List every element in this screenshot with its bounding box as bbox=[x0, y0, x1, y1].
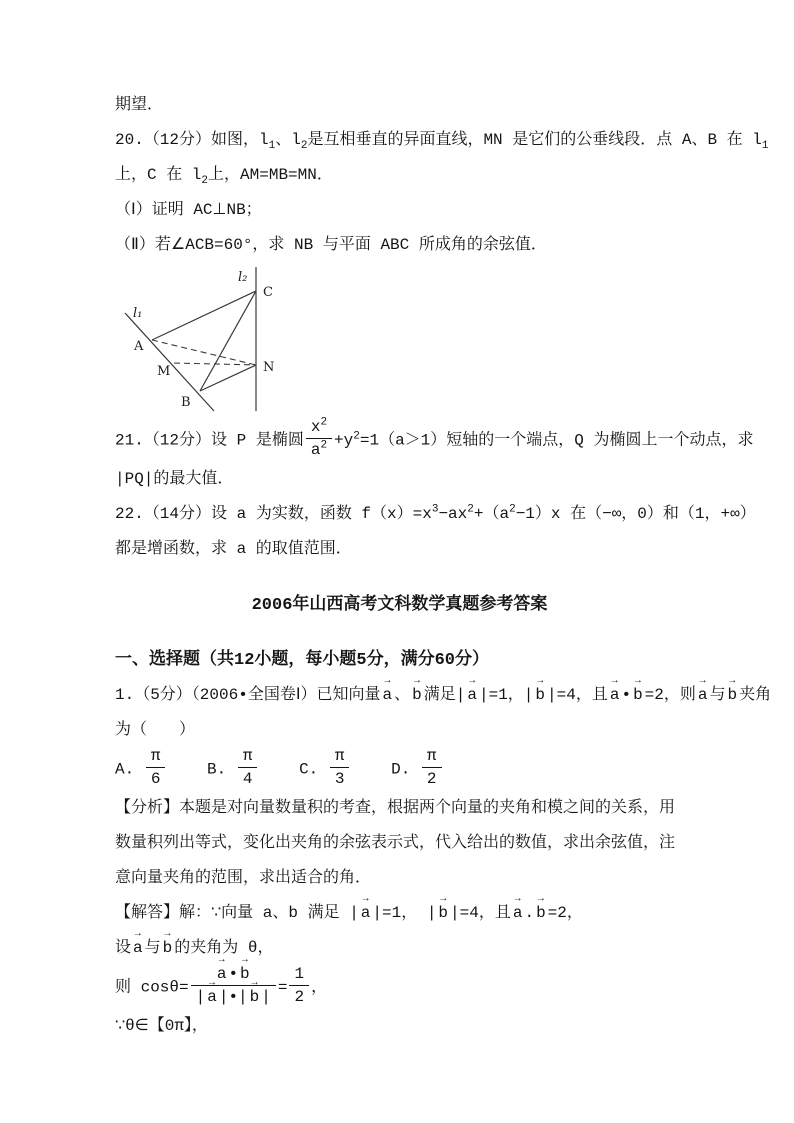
question-20-line2: 上，C 在 $l_2$上，AM=MB=MN． bbox=[115, 166, 333, 188]
diagram-label-M: M bbox=[157, 364, 171, 379]
diagram-label-B: B bbox=[181, 395, 191, 410]
option-D-label: D. bbox=[391, 760, 411, 779]
option-D-fraction: $\frac{\pi}{2}$ bbox=[422, 746, 442, 789]
question-22-line1: 22.（14分）设 a 为实数，函数 $f(x)=x^3-ax^2+(a^2-1)x$ 在（−∞，0）和（1，+∞） bbox=[115, 503, 756, 523]
answers-title: 2006年山西高考文科数学真题参考答案 bbox=[251, 596, 548, 615]
question-1-stem-line1: 1.（5分）（2006•全国卷Ⅰ）已知向量 → a 、 → b 满足| → a |=1，| → b |=4，且 → a • → b =2，则 → a 与 → b 夹角 bbox=[115, 678, 684, 713]
diagram-segment-BN bbox=[200, 365, 256, 391]
option-B-label: B. bbox=[207, 760, 227, 779]
option-B-fraction: $\frac{\pi}{4}$ bbox=[238, 746, 258, 789]
option-A-fraction: $\frac{\pi}{6}$ bbox=[146, 746, 166, 789]
diagram-label-l2: l₂ bbox=[238, 270, 248, 285]
question-20-part-i: （Ⅰ）证明 AC⊥NB； bbox=[115, 201, 262, 219]
question-1-solution-line2: 设 → a 与 → b 的夹角为 θ， bbox=[115, 931, 684, 966]
option-B bbox=[207, 748, 259, 791]
question-1-solution-line4: ∵θ∈【0π】， bbox=[115, 1017, 208, 1035]
question-21-line2: |PQ|的最大值． bbox=[115, 470, 234, 488]
option-A-label: A. bbox=[115, 760, 135, 779]
diagram-label-l1: l₁ bbox=[133, 306, 143, 321]
question-21-line1: 21.（12分）设 P 是椭圆 $\frac{x^2}{a^2}$ $+y^2=1(a>1)$短轴的一个端点，Q 为椭圆上一个动点，求 bbox=[115, 416, 754, 459]
question-1-stem-line2: 为（ ） bbox=[115, 721, 196, 739]
diagram-label-A: A bbox=[134, 339, 144, 354]
diagram-segment-BC bbox=[200, 291, 256, 391]
question-1-solution-line3: 则 cosθ= → $\frac{a • \to b}{| \to a |•| \to b |}$ = $\frac{1}{2}$ ， bbox=[115, 966, 684, 1009]
option-D bbox=[391, 748, 443, 791]
geometry-diagram bbox=[117, 265, 684, 415]
diagram-segment-AN-dashed bbox=[152, 340, 256, 365]
question-19-trailing-text: 期望． bbox=[115, 96, 164, 114]
question-1-options bbox=[115, 748, 684, 791]
option-C-fraction: $\frac{\pi}{3}$ bbox=[330, 746, 350, 789]
question-20-part-ii: （Ⅱ）若∠ACB=60°，求 NB 与平面 ABC 所成角的余弦值． bbox=[115, 236, 547, 254]
diagram-segment-AC bbox=[152, 291, 256, 340]
diagram-label-N: N bbox=[263, 360, 275, 375]
question-20-line1: 20.（12分）如图，$l_1$、$l_2$是互相垂直的异面直线，MN 是它们的公垂线段．点 A、B 在 $l_1$ bbox=[115, 131, 769, 153]
question-1-solution-line1: 【解答】解：∵向量 a、b 满足 | → a |=1， | → b |=4，且 → a . → b =2， bbox=[115, 896, 684, 931]
choice-section-heading: 一、选择题（共12小题，每小题5分，满分60分） bbox=[115, 651, 490, 670]
option-A bbox=[115, 748, 167, 791]
question-22-line2: 都是增函数，求 a 的取值范围． bbox=[115, 540, 352, 558]
diagram-line-l1 bbox=[125, 313, 214, 411]
option-C-label: C. bbox=[299, 760, 319, 779]
question-1-analysis: 【分析】本题是对向量数量积的考查，根据两个向量的夹角和模之间的关系，用数量积列出等式，变化出夹角的余弦表示式，代入给出的数值，求出余弦值，注意向量夹角的范围，求出适合的角． bbox=[115, 799, 676, 887]
option-C bbox=[299, 748, 351, 791]
diagram-label-C: C bbox=[263, 285, 273, 300]
